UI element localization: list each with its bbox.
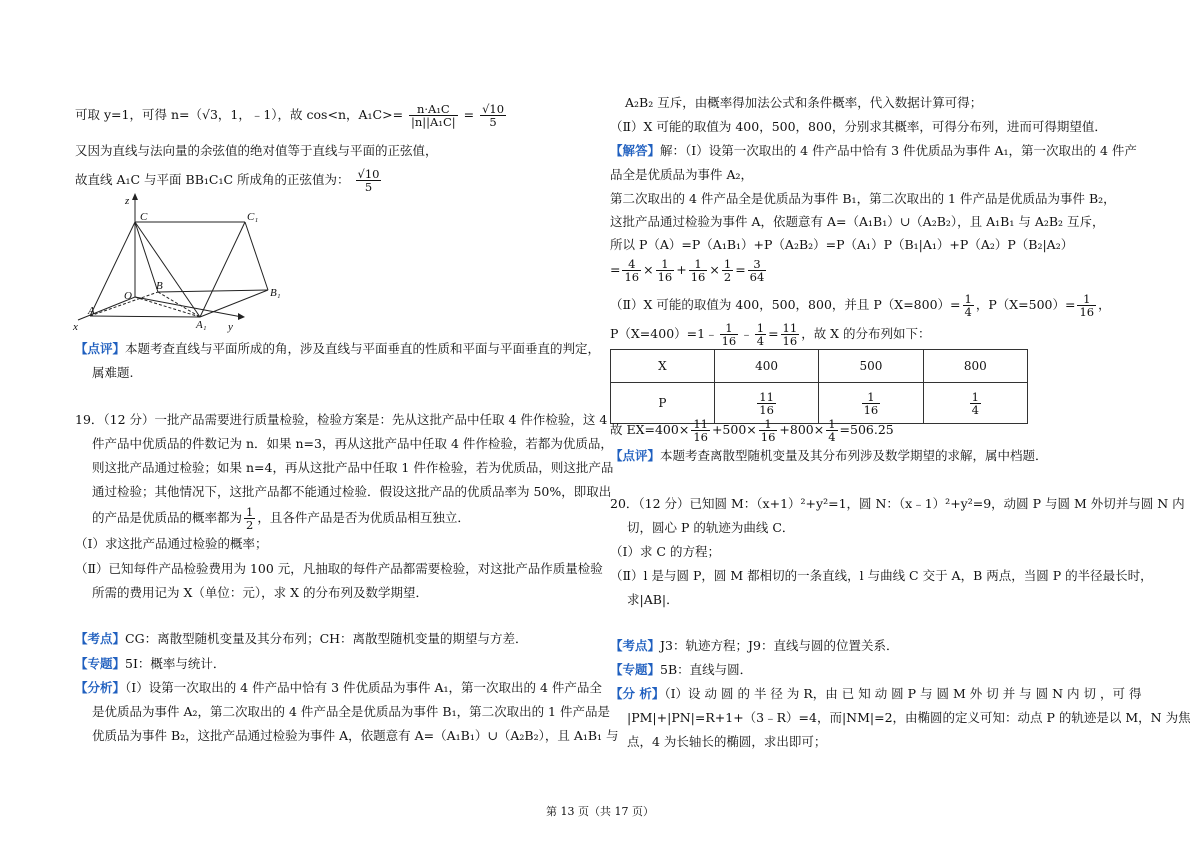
label-c: C [140,211,148,223]
frac-den: 16 [624,270,640,284]
line-prob400 [610,322,931,347]
frac-den: 4 [756,334,765,348]
q19-line: 通过检验；其他情况下，这批产品都不能通过检验．假设这批产品的优质品率为 50%，即取出 [92,484,612,499]
frac-num: 1 [828,417,836,431]
frac [1077,293,1096,318]
edge-c1b1 [245,222,268,290]
label-o: O [124,290,132,302]
line-probs [610,293,1111,318]
kaodian-block [610,638,898,654]
text: n=（√3，1，﹣1），故 cos<n，A₁C>= [170,107,404,122]
table-cell [923,383,1027,424]
frac-den: |n||A₁C| [411,115,456,129]
label-b: B [156,280,163,292]
frac-num: 11 [782,321,798,335]
frac-den: 16 [759,402,774,417]
comment-block [610,448,1048,464]
label-b1: B₁ [270,287,281,299]
cos-fraction [409,103,458,128]
frac-num: 1 [720,322,739,335]
frac [862,391,881,416]
text: ， [1098,297,1111,312]
distribution-table [610,349,1028,424]
tag-fenxi: 【分 析】 [610,686,665,701]
edge-c1a1 [200,222,245,317]
tag-comment: 【点评】 [610,448,661,463]
frac-num: 11 [759,389,774,404]
label-z: z [125,195,130,207]
q20-line: （Ⅱ）l 是与圆 P，圆 M 都相切的一条直线，l 与曲线 C 交于 A，B 两点，当圆 P 的半径最长时， [610,568,1153,583]
frac-den: 16 [863,402,879,417]
fenxi-block [610,686,1141,702]
line-text: 属难题. [92,365,134,380]
text: = [463,107,475,122]
text: × [709,262,720,277]
table-row [611,350,1028,383]
probability-expression [610,258,768,283]
line-text: 第二次取出的 4 件产品全是优质品为事件 B₁，第二次取出的 1 件产品是优质品为事件 B₂， [610,191,1116,206]
tag-comment: 【点评】 [75,341,126,356]
prism-diagram [70,192,290,334]
frac-den: 16 [760,430,776,444]
frac [963,293,974,318]
frac-den: 4 [971,402,979,417]
text: （I）设 动 圆 的 半 径 为 R，由 已 知 动 圆 P 与 圆 M 外 切 并 与 圆 N 内 切 ，可 得 [664,686,1142,701]
frac-den: 4 [964,305,972,319]
frac-num: 1 [723,257,732,271]
frac-num: 4 [622,258,641,271]
frac-num: 1 [862,391,881,404]
frac [781,322,800,347]
label-a: A [88,305,95,317]
frac [759,418,778,443]
line-answer [75,168,383,193]
text: 故 EX=400× [610,422,690,437]
line-text: A₂B₂ 互斥，由概率得加法公式和条件概率，代入数据计算可得； [625,95,983,110]
y-arrow-icon [238,313,245,320]
zhuanti-block [75,656,225,672]
edge-a1b1 [200,290,268,317]
text: = [735,262,746,277]
q19-line [92,506,470,531]
line-text: 又因为直线与法向量的余弦值的绝对值等于直线与平面的正弦值， [75,143,438,158]
fenxi-line: 是优质品为事件 A₂，第二次取出的 4 件产品全是优质品为事件 B₁，第二次取出的 1 件产品是 [92,704,610,719]
q20-line: （Ⅰ）求 C 的方程； [610,544,720,559]
frac-den: 16 [782,334,798,348]
text: 本题考查直线与平面所成的角，涉及直线与平面垂直的性质和平面与平面垂直的判定， [125,341,601,356]
kaodian-block [75,631,528,647]
tag-jieda: 【解答】 [610,143,661,158]
frac [755,322,766,347]
frac [622,258,641,283]
frac-den: 5 [364,180,373,194]
frac-num: 1 [759,418,778,431]
frac-den: 2 [723,270,732,284]
text: +500× [711,422,757,437]
tag-zhuanti: 【专题】 [610,662,661,677]
frac-num: 1 [656,258,675,271]
text: ﹣ [740,326,753,341]
edge-ba1 [158,292,200,317]
table-cell: 400 [714,350,818,383]
line-text: 所以 P（A）=P（A₁B₁）+P（A₂B₂）=P（A₁）P（B₁|A₁）+P（A₂）P（B₂|A₂） [610,237,1074,252]
fenxi-line: 优质品为事件 B₂，这批产品通过检验为事件 A，依题意有 A=（A₁B₁）∪（A₂B₂），且 A₁B₁ 与 [92,728,619,743]
text: × [643,262,654,277]
text: +800× [779,422,825,437]
q20-line: 20．（12 分）已知圆 M：（x+1）²+y²=1，圆 N：（x﹣1）²+y²=9，动圆 P 与圆 M 外切并与圆 N 内 [610,496,1185,511]
fenxi-line: 点，4 为长轴长的椭圆，求出即可； [627,734,827,749]
text: 5B：直线与圆． [660,662,753,677]
frac-den: 16 [693,430,708,444]
q19-line: 件产品中优质品的件数记为 n．如果 n=3，再从这批产品中任取 4 件作检验，若都为优质品， [92,436,613,451]
text: 可取 y=1，可得 [75,107,167,122]
tag-fenxi: 【分析】 [75,680,126,695]
line-text: （Ⅱ）X 可能的取值为 400，500，800，分别求其概率，可得分布列，进而可得期望值． [610,119,1107,134]
text: 解：（Ⅰ）设第一次取出的 4 件产品中恰有 3 件优质品为事件 A₁，第一次取出的 4 件产 [660,143,1137,158]
line-text: 这批产品通过检验为事件 A，依题意有 A=（A₁B₁）∪（A₂B₂），且 A₁B₁ 与 A₂B₂ 互斥， [610,214,1105,229]
frac-num: 11 [693,417,708,431]
frac-num: 3 [748,258,767,271]
text: =506.25 [839,422,894,437]
fenxi-block [75,680,602,696]
q20-line: 切，圆心 P 的轨迹为曲线 C． [627,520,795,535]
frac [970,391,981,416]
text: + [676,262,687,277]
frac-num: √10 [357,167,380,181]
text: 故直线 A₁C 与平面 BB₁C₁C 所成角的正弦值为： [75,172,350,187]
line-expectation [610,418,894,443]
line-normal-vector [75,103,508,128]
frac [689,258,708,283]
frac-num: 1 [689,258,708,271]
text: J3：轨迹方程；J9：直线与圆的位置关系． [660,638,899,653]
frac [757,391,776,416]
comment-block [75,341,600,357]
q19-line: 所需的费用记为 X（单位：元），求 X 的分布列及数学期望． [92,585,428,600]
frac-den: 64 [749,270,765,284]
tag-zhuanti: 【专题】 [75,656,126,671]
text: （Ⅰ）设第一次取出的 4 件产品中恰有 3 件优质品为事件 A₁，第一次取出的 4 件产品全 [125,680,602,695]
frac [748,258,767,283]
edge-cb [135,222,158,292]
q20-line: 求|AB|． [627,592,679,607]
frac [722,258,733,283]
half-fraction [244,506,255,531]
text: 的产品是优质品的概率都为 [92,510,243,525]
edge-aa1 [90,316,200,317]
q19-line: 19．（12 分）一批产品需要进行质量检验，检验方案是：先从这批产品中任取 4 件作检验，这 4 [75,412,608,427]
text: 5I：概率与统计． [125,656,226,671]
label-c1: C₁ [247,211,259,223]
frac [691,418,710,443]
frac-den: 16 [657,270,673,284]
text: = [610,262,621,277]
answer-fraction [356,168,382,193]
tag-kaodian: 【考点】 [75,631,126,646]
result-fraction [480,103,506,128]
table-cell: X [611,350,715,383]
table-cell: 500 [819,350,923,383]
q19-line: （Ⅰ）求这批产品通过检验的概率； [75,536,268,551]
text: = [768,326,779,341]
page-footer: 第 13 页（共 17 页） [546,805,654,818]
frac-den: 16 [1079,305,1095,319]
zhuanti-block [610,662,752,678]
z-arrow-icon [132,193,138,200]
fenxi-line: |PM|+|PN|=R+1+（3﹣R）=4，而|NM|=2，由椭圆的定义可知：动点 P 的轨迹是以 M，N 为焦 [627,710,1191,725]
frac-den: 5 [489,115,497,129]
table-cell: P [611,383,715,424]
frac [720,322,739,347]
text: （Ⅱ）X 可能的取值为 400，500，800，并且 P（X=800）= [610,297,961,312]
frac-num: 1 [756,321,765,335]
text: ，P（X=500）= [975,297,1076,312]
frac-num: 1 [971,389,979,404]
frac-den: 16 [690,270,706,284]
text: ，故 X 的分布列如下： [801,326,931,341]
frac-den: 2 [246,518,254,532]
frac-num: 1 [1077,293,1096,306]
frac-num: 1 [246,505,254,519]
table-cell: 800 [923,350,1027,383]
frac [656,258,675,283]
frac-num: 1 [964,292,972,306]
label-x: x [73,321,78,333]
q19-line: 则这批产品通过检验；如果 n=4，再从这批产品中任取 1 件作检验，若为优质品，则这批产品 [92,460,614,475]
label-a1: A₁ [196,319,207,331]
text: CG：离散型随机变量及其分布列；CH：离散型随机变量的期望与方差． [125,631,528,646]
frac [826,418,837,443]
frac-num: √10 [482,102,505,116]
frac-den: 16 [721,334,737,348]
q19-line: （Ⅱ）已知每件产品检验费用为 100 元，凡抽取的每件产品都需要检验，对这批产品作质量检验 [75,561,603,576]
jieda-block [610,143,1137,159]
text: 本题考查离散型随机变量及其分布列涉及数学期望的求解，属中档题． [660,448,1048,463]
tag-kaodian: 【考点】 [610,638,661,653]
label-y: y [228,321,233,333]
frac-num: n·A₁C [409,103,458,116]
text: P（X=400）=1﹣ [610,326,718,341]
text: ，且各件产品是否为优质品相互独立． [257,510,470,525]
line-text: 品全是优质品为事件 A₂， [610,167,754,182]
frac-den: 4 [828,430,836,444]
